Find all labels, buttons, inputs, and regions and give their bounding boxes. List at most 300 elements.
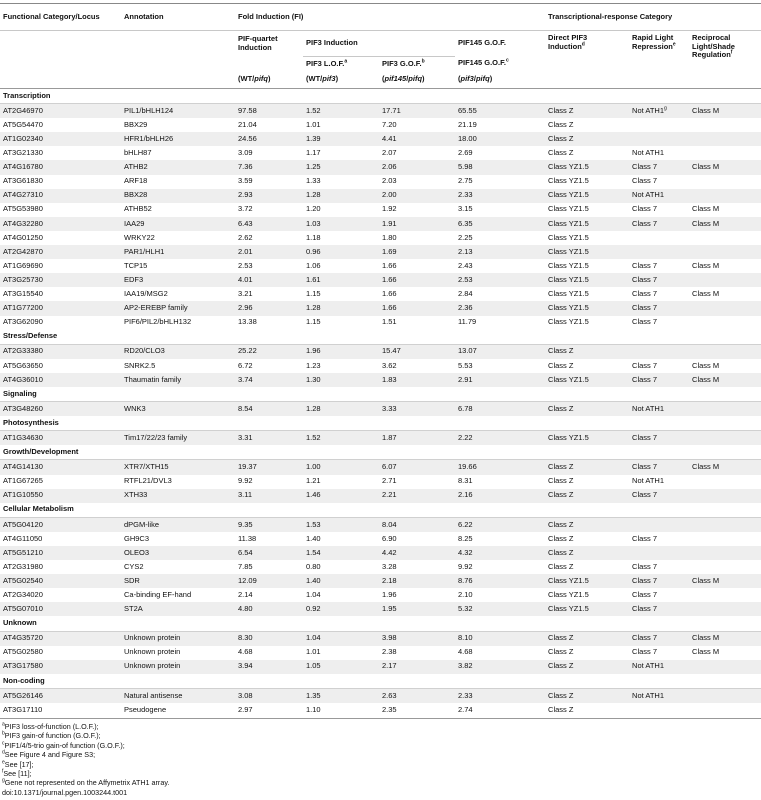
pif3-gof-cell: 4.41 — [379, 132, 455, 146]
pif3-lof-cell: 1.05 — [303, 660, 379, 674]
pif3-gof-cell: 1.87 — [379, 431, 455, 446]
pif3-lof-header: PIF3 L.O.F.$^a$ — [306, 58, 348, 68]
annotation-cell: SNRK2.5 — [121, 359, 235, 373]
pif3-lof-cell: 1.30 — [303, 373, 379, 387]
reciprocal-cell: Class M — [689, 574, 761, 588]
table-row — [0, 602, 761, 616]
annotation-cell: CYS2 — [121, 560, 235, 574]
locus-cell: AT4G16780 — [0, 160, 121, 174]
pif-quartet-cell: 2.62 — [235, 231, 303, 245]
locus-cell: AT2G31980 — [0, 560, 121, 574]
pif3-gof-cell: 2.17 — [379, 660, 455, 674]
pif-quartet-cell: 2.96 — [235, 301, 303, 315]
rapid-light-cell — [629, 517, 689, 532]
category-row — [0, 387, 761, 402]
reciprocal-cell — [689, 703, 761, 717]
rapid-light-cell: Class 7 — [629, 203, 689, 217]
direct-pif3-cell: Class Z — [545, 631, 629, 646]
pif3-lof-cell: 1.15 — [303, 287, 379, 301]
pif3-gof-cell: 2.18 — [379, 574, 455, 588]
direct-pif3-cell: Class YZ1.5 — [545, 203, 629, 217]
pif145-gof-cell: 2.33 — [455, 688, 545, 703]
reciprocal-cell — [689, 660, 761, 674]
locus-cell: AT3G17110 — [0, 703, 121, 717]
pif145-gof-cell: 18.00 — [455, 132, 545, 146]
pif3-lof-cell: 1.96 — [303, 344, 379, 359]
pif145-gof-cell: 2.16 — [455, 489, 545, 503]
pif-quartet-header: PIF-quartet Induction — [238, 34, 278, 52]
pif-quartet-cell: 3.08 — [235, 688, 303, 703]
direct-pif3-cell: Class YZ1.5 — [545, 301, 629, 315]
pif145-gof-cell: 2.91 — [455, 373, 545, 387]
rapid-light-cell — [629, 231, 689, 245]
reciprocal-cell — [689, 132, 761, 146]
direct-pif3-cell: Class Z — [545, 546, 629, 560]
pif145-gof-cell: 5.98 — [455, 160, 545, 174]
pif-quartet-cell: 3.74 — [235, 373, 303, 387]
locus-cell: AT1G10550 — [0, 489, 121, 503]
rapid-light-cell: Not ATH1$^g$ — [629, 104, 689, 119]
pif145-gof-cell: 8.31 — [455, 475, 545, 489]
reciprocal-cell — [689, 602, 761, 616]
pif-quartet-cell: 11.38 — [235, 532, 303, 546]
pif-quartet-cell: 9.92 — [235, 475, 303, 489]
pif3-lof-cell: 1.20 — [303, 203, 379, 217]
table-row — [0, 359, 761, 373]
table-row — [0, 431, 761, 446]
pif3-lof-cell: 1.01 — [303, 646, 379, 660]
rapid-light-cell — [629, 118, 689, 132]
pif145-gof-cell: 2.74 — [455, 703, 545, 717]
locus-cell: AT3G61830 — [0, 175, 121, 189]
pif145-gof-cell: 4.32 — [455, 546, 545, 560]
annotation-cell: XTR7/XTH15 — [121, 460, 235, 475]
pif145-gof-cell: 2.13 — [455, 245, 545, 259]
footnote-line: $^a$PIF3 loss-of-function (L.O.F.); — [2, 721, 99, 731]
pif3-gof-cell: 7.20 — [379, 118, 455, 132]
table-row — [0, 245, 761, 259]
table-body — [0, 89, 761, 718]
direct-pif3-cell: Class Z — [545, 104, 629, 119]
pif3-lof-cell: 1.25 — [303, 160, 379, 174]
rapid-light-cell: Class 7 — [629, 588, 689, 602]
pif-quartet-cell: 3.09 — [235, 146, 303, 160]
pif145-gof-cell: 65.55 — [455, 104, 545, 119]
locus-cell: AT5G02540 — [0, 574, 121, 588]
rapid-light-cell: Not ATH1 — [629, 688, 689, 703]
category-row — [0, 616, 761, 631]
direct-pif3-cell: Class YZ1.5 — [545, 316, 629, 330]
rapid-light-cell: Class 7 — [629, 489, 689, 503]
pif-quartet-cell: 9.35 — [235, 517, 303, 532]
annotation-cell: ATHB52 — [121, 203, 235, 217]
reciprocal-cell — [689, 231, 761, 245]
pif3-gof-cell: 1.66 — [379, 301, 455, 315]
reciprocal-cell — [689, 688, 761, 703]
pif3-gof-cell: 1.51 — [379, 316, 455, 330]
pif-quartet-cell: 2.93 — [235, 189, 303, 203]
pif3-lof-cell: 1.06 — [303, 259, 379, 273]
table-row — [0, 189, 761, 203]
pif-quartet-cell: 24.56 — [235, 132, 303, 146]
table-row — [0, 373, 761, 387]
rapid-light-cell: Not ATH1 — [629, 146, 689, 160]
direct-pif3-cell: Class Z — [545, 475, 629, 489]
rapid-light-cell: Class 7 — [629, 160, 689, 174]
locus-cell: AT4G11050 — [0, 532, 121, 546]
pif3-lof-cell: 0.80 — [303, 560, 379, 574]
table-row — [0, 532, 761, 546]
pif3-gof-cell: 1.91 — [379, 217, 455, 231]
reciprocal-cell: Class M — [689, 359, 761, 373]
pif3-lof-cell: 1.00 — [303, 460, 379, 475]
rapid-light-cell: Class 7 — [629, 460, 689, 475]
table-row — [0, 517, 761, 532]
pif3-gof-cell: 2.71 — [379, 475, 455, 489]
pif-quartet-cell: 97.58 — [235, 104, 303, 119]
pif145-gof-cell: 8.76 — [455, 574, 545, 588]
annotation-cell: WRKY22 — [121, 231, 235, 245]
pif145-gof-subheader: PIF145 G.O.F.$^c$ — [458, 57, 509, 68]
reciprocal-cell — [689, 316, 761, 330]
pif3-gof-cell: 2.03 — [379, 175, 455, 189]
pif3-lof-cell: 1.04 — [303, 631, 379, 646]
reciprocal-cell — [689, 588, 761, 602]
direct-pif3-cell: Class Z — [545, 560, 629, 574]
rapid-light-cell: Class 7 — [629, 602, 689, 616]
direct-pif3-cell: Class Z — [545, 489, 629, 503]
locus-cell: AT1G67265 — [0, 475, 121, 489]
rapid-light-cell: Class 7 — [629, 287, 689, 301]
rapid-light-cell: Class 7 — [629, 175, 689, 189]
annotation-cell: Unknown protein — [121, 646, 235, 660]
annotation-cell: EDF3 — [121, 273, 235, 287]
table-row — [0, 118, 761, 132]
locus-cell: AT3G48260 — [0, 402, 121, 417]
pif3-lof-cell: 1.01 — [303, 118, 379, 132]
direct-pif3-cell: Class Z — [545, 344, 629, 359]
pif3-gof-cell: 1.92 — [379, 203, 455, 217]
pif-quartet-cell: 3.11 — [235, 489, 303, 503]
pif3-lof-cell: 1.04 — [303, 588, 379, 602]
locus-cell: AT4G01250 — [0, 231, 121, 245]
rapid-light-cell — [629, 132, 689, 146]
genotype-145: (pif3/pifq) — [455, 71, 545, 89]
locus-cell: AT1G69690 — [0, 259, 121, 273]
table-row — [0, 546, 761, 560]
category-row — [0, 674, 761, 689]
pif-quartet-cell: 4.80 — [235, 602, 303, 616]
direct-pif3-cell: Class YZ1.5 — [545, 602, 629, 616]
locus-cell: AT1G02340 — [0, 132, 121, 146]
pif3-lof-cell: 1.54 — [303, 546, 379, 560]
direct-pif3-cell: Class YZ1.5 — [545, 189, 629, 203]
annotation-cell: XTH33 — [121, 489, 235, 503]
pif145-gof-cell: 2.33 — [455, 189, 545, 203]
footnote-line: $^c$PIF1/4/5-trio gain-of function (G.O.F.); — [2, 740, 125, 750]
reciprocal-cell — [689, 546, 761, 560]
rapid-light-cell — [629, 344, 689, 359]
reciprocal-header: Reciprocal Light/Shade Regulation$^f$ — [692, 33, 735, 60]
pif3-lof-cell: 1.46 — [303, 489, 379, 503]
table-row — [0, 231, 761, 245]
category-row — [0, 503, 761, 518]
direct-pif3-cell: Class Z — [545, 132, 629, 146]
locus-cell: AT2G33380 — [0, 344, 121, 359]
locus-cell: AT5G51210 — [0, 546, 121, 560]
table-row — [0, 316, 761, 330]
pif-quartet-cell: 3.59 — [235, 175, 303, 189]
direct-pif3-cell: Class YZ1.5 — [545, 431, 629, 446]
pif3-lof-cell: 1.53 — [303, 517, 379, 532]
rapid-light-cell: Class 7 — [629, 560, 689, 574]
pif3-gof-cell: 1.69 — [379, 245, 455, 259]
pif145-gof-cell: 2.75 — [455, 175, 545, 189]
locus-cell: AT5G02580 — [0, 646, 121, 660]
locus-cell: AT3G17580 — [0, 660, 121, 674]
pif-quartet-cell: 2.53 — [235, 259, 303, 273]
reciprocal-cell — [689, 189, 761, 203]
locus-cell: AT4G36010 — [0, 373, 121, 387]
direct-pif3-cell: Class Z — [545, 660, 629, 674]
footnote-line: $^b$PIF3 gain-of function (G.O.F.); — [2, 731, 101, 741]
locus-cell: AT3G21330 — [0, 146, 121, 160]
pif-quartet-cell: 3.21 — [235, 287, 303, 301]
pif3-gof-cell: 2.63 — [379, 688, 455, 703]
pif-quartet-cell: 8.30 — [235, 631, 303, 646]
reciprocal-cell — [689, 146, 761, 160]
pif3-gof-cell: 1.83 — [379, 373, 455, 387]
rapid-light-cell: Class 7 — [629, 273, 689, 287]
table-row — [0, 217, 761, 231]
pif3-gof-cell: 3.62 — [379, 359, 455, 373]
pif3-lof-cell: 1.40 — [303, 532, 379, 546]
pif145-gof-cell: 19.66 — [455, 460, 545, 475]
direct-pif3-cell: Class Z — [545, 460, 629, 475]
reciprocal-cell: Class M — [689, 104, 761, 119]
pif-quartet-cell: 25.22 — [235, 344, 303, 359]
pif145-gof-cell: 2.84 — [455, 287, 545, 301]
direct-pif3-cell: Class Z — [545, 402, 629, 417]
pif3-lof-cell: 1.15 — [303, 316, 379, 330]
rapid-light-cell — [629, 703, 689, 717]
data-table — [0, 5, 761, 717]
annotation-cell: ATHB2 — [121, 160, 235, 174]
annotation-cell: HFR1/bHLH26 — [121, 132, 235, 146]
reciprocal-cell — [689, 175, 761, 189]
pif145-gof-cell: 2.22 — [455, 431, 545, 446]
pif-quartet-cell: 6.54 — [235, 546, 303, 560]
col-annotation-header: Annotation — [121, 5, 235, 31]
footnote-line: $^d$See Figure 4 and Figure S3; — [2, 749, 96, 760]
col-category-header: Functional Category/Locus — [0, 5, 121, 31]
locus-cell: AT3G25730 — [0, 273, 121, 287]
pif3-gof-cell: 3.33 — [379, 402, 455, 417]
pif3-gof-cell: 17.71 — [379, 104, 455, 119]
reciprocal-cell — [689, 402, 761, 417]
reciprocal-cell: Class M — [689, 631, 761, 646]
footnote-line: doi:10.1371/journal.pgen.1003244.t001 — [2, 787, 128, 797]
direct-pif3-cell: Class YZ1.5 — [545, 245, 629, 259]
rapid-light-cell: Class 7 — [629, 532, 689, 546]
pif3-lof-cell: 1.28 — [303, 189, 379, 203]
annotation-cell: bHLH87 — [121, 146, 235, 160]
reciprocal-cell — [689, 475, 761, 489]
category-row — [0, 89, 761, 104]
table-row — [0, 588, 761, 602]
table-row — [0, 175, 761, 189]
pif3-gof-cell: 2.38 — [379, 646, 455, 660]
pif3-lof-cell: 1.39 — [303, 132, 379, 146]
pif3-gof-cell: 1.66 — [379, 273, 455, 287]
annotation-cell: Ca-binding EF-hand — [121, 588, 235, 602]
transcriptional-response-header: Transcriptional-response Category — [545, 5, 761, 31]
direct-pif3-cell: Class YZ1.5 — [545, 588, 629, 602]
pif3-lof-cell: 1.03 — [303, 217, 379, 231]
direct-pif3-cell: Class YZ1.5 — [545, 231, 629, 245]
pif145-gof-cell: 2.36 — [455, 301, 545, 315]
annotation-cell: BBX28 — [121, 189, 235, 203]
direct-pif3-cell: Class YZ1.5 — [545, 175, 629, 189]
category-row — [0, 330, 761, 345]
pif145-gof-cell: 3.15 — [455, 203, 545, 217]
annotation-cell: TCP15 — [121, 259, 235, 273]
table-row — [0, 402, 761, 417]
pif145-gof-cell: 5.53 — [455, 359, 545, 373]
category-label: Stress/Defense — [0, 330, 761, 345]
rapid-light-cell: Class 7 — [629, 631, 689, 646]
reciprocal-cell: Class M — [689, 460, 761, 475]
direct-pif3-cell: Class YZ1.5 — [545, 160, 629, 174]
table-row — [0, 259, 761, 273]
fold-induction-header: Fold Induction (FI) — [235, 5, 545, 31]
pif-quartet-cell: 13.38 — [235, 316, 303, 330]
pif3-lof-cell: 1.17 — [303, 146, 379, 160]
category-label: Non-coding — [0, 674, 761, 689]
table-header — [0, 5, 761, 89]
direct-pif3-cell: Class Z — [545, 146, 629, 160]
locus-cell: AT5G54470 — [0, 118, 121, 132]
table-row — [0, 287, 761, 301]
pif145-gof-cell: 9.92 — [455, 560, 545, 574]
annotation-cell: BBX29 — [121, 118, 235, 132]
table-row — [0, 203, 761, 217]
footnotes — [2, 722, 759, 797]
pif-quartet-cell: 19.37 — [235, 460, 303, 475]
pif3-lof-cell: 1.52 — [303, 431, 379, 446]
rapid-light-cell: Class 7 — [629, 217, 689, 231]
annotation-cell: IAA19/MSG2 — [121, 287, 235, 301]
pif3-lof-cell: 1.21 — [303, 475, 379, 489]
footer-rule — [0, 718, 761, 719]
annotation-cell: Natural antisense — [121, 688, 235, 703]
direct-pif3-cell: Class Z — [545, 688, 629, 703]
locus-cell: AT5G53980 — [0, 203, 121, 217]
reciprocal-cell — [689, 489, 761, 503]
rapid-light-cell: Class 7 — [629, 431, 689, 446]
locus-cell: AT3G15540 — [0, 287, 121, 301]
pif-quartet-cell: 2.97 — [235, 703, 303, 717]
locus-cell: AT2G34020 — [0, 588, 121, 602]
pif-quartet-cell: 7.85 — [235, 560, 303, 574]
table-row — [0, 475, 761, 489]
annotation-cell: SDR — [121, 574, 235, 588]
direct-pif3-cell: Class Z — [545, 118, 629, 132]
rapid-light-cell: Not ATH1 — [629, 660, 689, 674]
table-row — [0, 146, 761, 160]
pif145-gof-cell: 21.19 — [455, 118, 545, 132]
reciprocal-cell: Class M — [689, 646, 761, 660]
locus-cell: AT1G77200 — [0, 301, 121, 315]
reciprocal-cell: Class M — [689, 259, 761, 273]
annotation-cell: IAA29 — [121, 217, 235, 231]
rapid-light-cell: Class 7 — [629, 646, 689, 660]
rapid-light-cell: Class 7 — [629, 259, 689, 273]
annotation-cell: Unknown protein — [121, 631, 235, 646]
pif145-gof-cell: 2.25 — [455, 231, 545, 245]
reciprocal-cell — [689, 431, 761, 446]
reciprocal-cell — [689, 532, 761, 546]
pif3-gof-cell: 1.66 — [379, 287, 455, 301]
pif3-gof-header: PIF3 G.O.F.$^b$ — [382, 58, 425, 68]
footnote-line: $^f$See [11]; — [2, 768, 32, 779]
pif3-lof-cell: 1.35 — [303, 688, 379, 703]
table-row — [0, 646, 761, 660]
reciprocal-cell: Class M — [689, 373, 761, 387]
pif145-gof-cell: 6.78 — [455, 402, 545, 417]
category-row — [0, 445, 761, 460]
reciprocal-cell: Class M — [689, 203, 761, 217]
pif-quartet-cell: 21.04 — [235, 118, 303, 132]
pif-quartet-cell: 7.36 — [235, 160, 303, 174]
locus-cell: AT4G35720 — [0, 631, 121, 646]
table-row — [0, 460, 761, 475]
rapid-light-cell: Class 7 — [629, 359, 689, 373]
reciprocal-cell — [689, 517, 761, 532]
annotation-cell: OLEO3 — [121, 546, 235, 560]
rapid-light-cell: Not ATH1 — [629, 402, 689, 417]
pif3-lof-cell: 1.23 — [303, 359, 379, 373]
pif-quartet-cell: 3.31 — [235, 431, 303, 446]
genotype-quartet: (WT/pifq) — [235, 71, 303, 89]
pif3-gof-cell: 4.42 — [379, 546, 455, 560]
locus-cell: AT4G32280 — [0, 217, 121, 231]
pif-quartet-cell: 6.72 — [235, 359, 303, 373]
pif-quartet-cell: 3.94 — [235, 660, 303, 674]
pif3-lof-cell: 1.52 — [303, 104, 379, 119]
table-row — [0, 160, 761, 174]
rapid-light-cell: Not ATH1 — [629, 189, 689, 203]
pif145-gof-cell: 8.25 — [455, 532, 545, 546]
category-label: Signaling — [0, 387, 761, 402]
direct-pif3-cell: Class YZ1.5 — [545, 273, 629, 287]
pif3-gof-cell: 6.07 — [379, 460, 455, 475]
rapid-light-cell — [629, 546, 689, 560]
pif3-gof-cell: 1.80 — [379, 231, 455, 245]
pif3-gof-cell: 1.95 — [379, 602, 455, 616]
pif3-gof-cell: 1.96 — [379, 588, 455, 602]
pif3-lof-cell: 1.61 — [303, 273, 379, 287]
pif3-gof-cell: 6.90 — [379, 532, 455, 546]
pif145-gof-header: PIF145 G.O.F. — [458, 38, 506, 48]
direct-pif3-cell: Class YZ1.5 — [545, 259, 629, 273]
annotation-cell: ARF18 — [121, 175, 235, 189]
top-rule — [0, 3, 761, 4]
pif3-gof-cell: 2.07 — [379, 146, 455, 160]
pif145-gof-cell: 6.22 — [455, 517, 545, 532]
table-row — [0, 631, 761, 646]
pif145-gof-cell: 3.82 — [455, 660, 545, 674]
